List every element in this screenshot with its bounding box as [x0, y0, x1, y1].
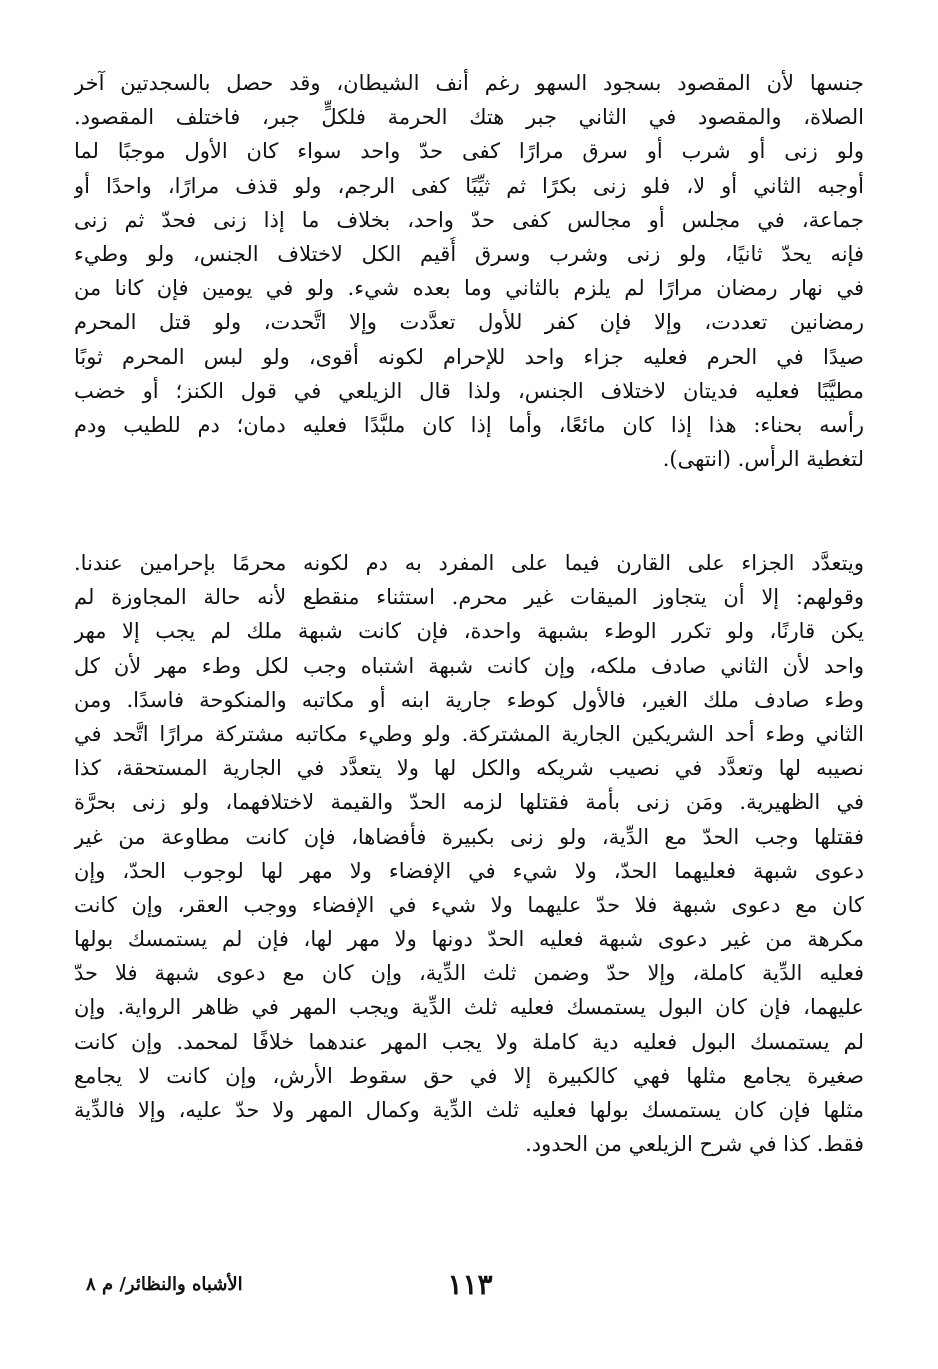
text-line: مطيَّبًا فعليه فديتان لاختلاف الجنس، ولذا قال الزيلعي في قول الكنز؛ أو خضب	[74, 378, 864, 403]
text-line: نصيبه لها وتعدَّد في نصيب شريكه والكل لها ولا يتعدَّد في الجارية المستحقة، كذا	[74, 756, 864, 781]
text-line: فقتلها وجب الحدّ مع الدِّية، ولو زنى بكبيرة فأفضاها، فإن كانت مطاوعة من غير	[74, 824, 864, 849]
page-number: ١١٣	[447, 1268, 493, 1301]
text-line: الصلاة، والمقصود في الثاني جبر هتك الحرمة فلكلٍّ جبر، فاختلف المقصود.	[74, 105, 864, 130]
text-line: وطء صادف ملك الغير، فالأول كوطء جارية ابنه أو مكاتبه والمنكوحة فاسدًا. ومن	[74, 687, 864, 712]
text-line: صغيرة يجامع مثلها فهي كالكبيرة إلا في حق سقوط الأرش، وإن كانت لا يجامع	[74, 1063, 864, 1088]
text-line: لتغطية الرأس. (انتهى).	[662, 447, 864, 472]
text-line: الثاني وطء أحد الشريكين الجارية المشتركة. ولو وطيء مكاتبه مشتركة مرارًا اتَّحد في	[74, 721, 864, 746]
text-line: واحد لأن الثاني صادف ملكه، وإن كانت شبهة اشتباه وجب لكل وطء مهر لأن كل	[74, 653, 864, 678]
text-line: فإنه يحدّ ثانيًا، ولو زنى وشرب وسرق أُقيم الكل لاختلاف الجنس، ولو وطيء	[74, 241, 864, 266]
text-line: ويتعدَّد الجزاء على القارن فيما على المفرد به دم لكونه محرمًا بإحرامين عندنا.	[74, 551, 864, 575]
paragraph-2	[74, 546, 864, 1161]
text-line: مثلها فإن كان يستمسك بولها فعليه ثلث الدِّية وكمال المهر ولا حدّ عليه، وإلا فالدِّية	[74, 1098, 864, 1122]
text-line: لم يستمسك البول فعليه دية كاملة ولا يجب المهر عندهما خلافًا لمحمد. وإن كانت	[74, 1029, 864, 1054]
text-line: جماعة، في مجلس أو مجالس كفى حدّ واحد، بخلاف ما إذا زنى فحدّ ثم زنى	[74, 207, 864, 232]
text-line: يكن قارنًا، ولو تكرر الوطء بشبهة واحدة، فإن كانت شبهة ملك لم يجب إلا مهر	[74, 619, 864, 644]
text-line: فعليه الدِّية كاملة، وإلا حدّ وضمن ثلث الدِّية، وإن كان مع دعوى شبهة فلا حدّ	[74, 961, 864, 986]
text-line: عليهما، فإن كان البول يستمسك فعليه ثلث الدِّية ويجب المهر في ظاهر الرواية. وإن	[74, 995, 864, 1020]
text-line: كان مع دعوى شبهة فلا حدّ عليهما ولا شيء في الإفضاء ووجب العقر، وإن كانت	[74, 892, 864, 917]
text-line: رمضانين تعددت، وإلا فإن كفر للأول تعدَّدت وإلا اتَّحدت، ولو قتل المحرم	[74, 310, 864, 335]
text-line: صيدًا في الحرم فعليه جزاء واحد للإحرام لكونه أقوى، ولو لبس المحرم ثوبًا	[74, 344, 864, 369]
text-line: جنسها لأن المقصود بسجود السهو رغم أنف الشيطان، وقد حصل بالسجدتين آخر	[74, 71, 864, 95]
text-line: رأسه بحناء: هذا إذا كان مائعًا، وأما إذا كان ملبَّدًا فعليه دمان؛ دم للطيب ودم	[74, 412, 864, 437]
text-line: في الظهيرية. ومَن زنى بأمة فقتلها لزمه الحدّ والقيمة لاختلافهما، ولو زنى بحرَّة	[74, 790, 864, 815]
text-line: ولو زنى أو شرب أو سرق مرارًا كفى حدّ واحد سواء كان الأول موجبًا لما	[74, 139, 864, 164]
text-line: دعوى شبهة فعليهما الحدّ، ولا شيء في الإفضاء ولا مهر لها لوجوب الحدّ، وإن	[74, 858, 864, 883]
paragraph-1	[74, 66, 864, 476]
text-line: فقط. كذا في شرح الزيلعي من الحدود.	[525, 1132, 864, 1157]
text-line: وقولهم: إلا أن يتجاوز الميقات غير محرم. استثناء منقطع لأنه حالة المجاوزة لم	[74, 585, 864, 610]
book-reference: الأشباه والنظائر/ م ٨	[86, 1274, 243, 1295]
text-line: مكرهة من غير دعوى شبهة فعليه الحدّ دونها ولا مهر لها، فإن لم يستمسك بولها	[74, 927, 864, 952]
text-line: أوجبه الثاني أو لا، فلو زنى بكرًا ثم ثيِّبًا كفى الرجم، ولو قذف مرارًا، واحدًا أو	[74, 173, 864, 198]
text-line: في نهار رمضان مرارًا لم يلزم بالثاني وما بعده شيء. ولو في يومين فإن كانا من	[74, 276, 864, 301]
